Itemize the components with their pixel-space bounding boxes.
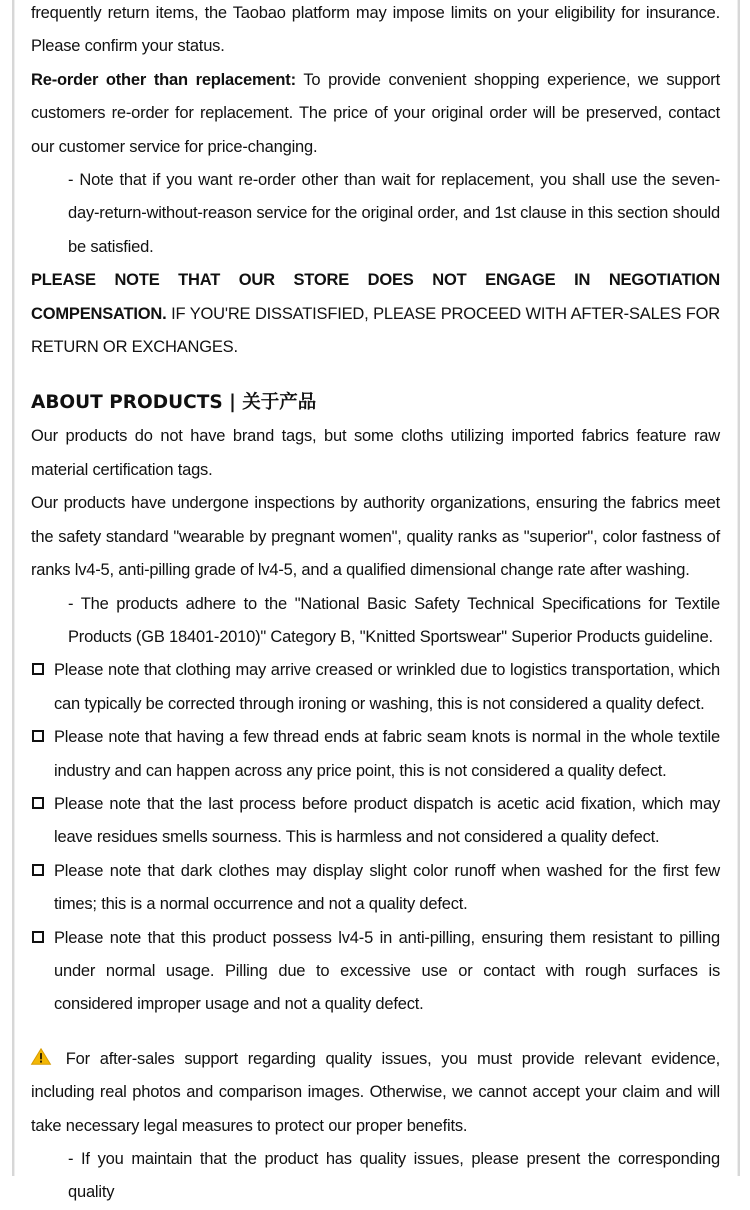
checkbox-icon [32, 663, 44, 675]
checkbox-icon [32, 730, 44, 742]
quality-checklist [31, 654, 720, 1021]
reorder-paragraph [31, 64, 720, 164]
after-sales-warning-text: For after-sales support regarding quality issues, you must provide relevant evidence, including real photos and comparison images. Otherwise, we cannot accept your claim and will take necessary legal measures to protect our proper benefits. [31, 1049, 721, 1135]
warning-icon [31, 1048, 51, 1065]
checkbox-icon [32, 864, 44, 876]
negotiation-notice-bold: PLEASE NOTE THAT OUR STORE DOES NOT ENGAGE IN NEGOTIATION COMPENSATION. [31, 271, 720, 323]
brand-tags-paragraph: Our products do not have brand tags, but some cloths utilizing imported fabrics feature raw material certification tags. [31, 427, 720, 479]
quality-issue-cutoff-note: - If you maintain that the product has quality issues, please present the corresponding quality [68, 1150, 720, 1202]
reorder-title: Re-order other than replacement: [31, 70, 296, 89]
checklist-item-text: Please note that having a few thread ends at fabric seam knots is normal in the whole textile industry and can happen across any price point, this is not considered a quality defect. [54, 728, 720, 780]
checklist-item-text: Please note that the last process before product dispatch is acetic acid fixation, which may leave residues smells sourness. This is harmless and not considered a quality defect. [54, 794, 720, 847]
reorder-body: To provide convenient shopping experience, we support customers re-order for replacement. The price of your original order will be preserved, contact our customer service for price-changing. [31, 70, 720, 156]
checkbox-icon [32, 931, 44, 943]
checklist-item-text: Please note that dark clothes may display slight color runoff when washed for the first few times; this is a normal occurrence and not a quality defect. [54, 861, 720, 914]
negotiation-notice [31, 264, 720, 364]
checklist-item [31, 788, 720, 855]
after-sales-warning [31, 1043, 720, 1143]
checklist-item [31, 654, 720, 721]
inspection-paragraph: Our products have undergone inspections by authority organizations, ensuring the fabrics meet the safety standard "wearable by pregnant women", quality ranks as "superior", color fastness of ranks lv4-5, anti-pilling grade of lv4-5, and a qualified dimensional change rate after washing. [31, 494, 720, 580]
checkbox-icon [32, 797, 44, 809]
checklist-item [31, 855, 720, 922]
standards-note: - The products adhere to the "National Basic Safety Technical Specifications for Textile Products (GB 18401-2010)" Category B, "Knitted Sportswear" Superior Products guideline. [68, 594, 720, 646]
policy-content [31, 0, 720, 1210]
insurance-limit-text: frequently return items, the Taobao platform may impose limits on your eligibility for insurance. Please confirm your status. [31, 4, 720, 56]
reorder-note: - Note that if you want re-order other than wait for replacement, you shall use the seven-day-return-without-reason service for the original order, and 1st clause in this section should be satisfied. [68, 171, 720, 256]
about-products-title: ABOUT PRODUCTS | 关于产品 [31, 392, 317, 414]
checklist-item [31, 922, 720, 1022]
negotiation-notice-rest: IF YOU'RE DISSATISFIED, PLEASE PROCEED WITH AFTER-SALES FOR RETURN OR EXCHANGES. [31, 304, 720, 357]
checklist-item-text: Please note that clothing may arrive creased or wrinkled due to logistics transportation, which can typically be corrected through ironing or washing, this is not considered a quality defect. [54, 661, 720, 713]
checklist-item [31, 721, 720, 788]
checklist-item-text: Please note that this product possess lv4-5 in anti-pilling, ensuring them resistant to pilling under normal usage. Pilling due to excessive use or contact with rough surfaces is considered improper usage and not a quality defect. [54, 928, 720, 1014]
